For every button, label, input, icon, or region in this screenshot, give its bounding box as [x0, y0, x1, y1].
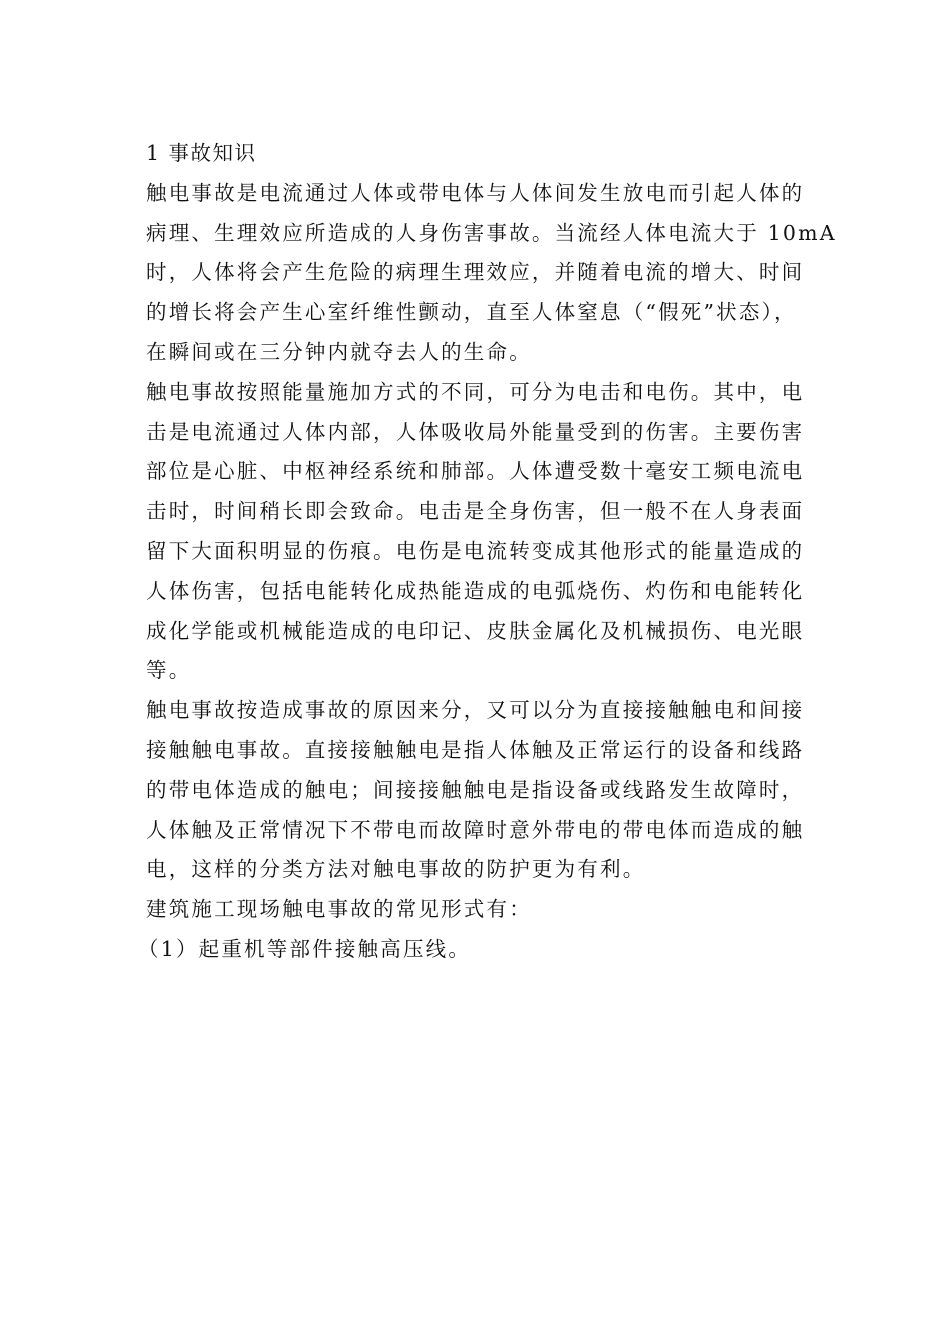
paragraph-1-line-5: 在瞬间或在三分钟内就夺去人的生命。 [146, 339, 532, 364]
paragraph-2-line-2: 击是电流通过人体内部，人体吸收局外能量受到的伤害。主要伤害 [146, 419, 805, 444]
paragraph-2-line-6: 人体伤害，包括电能转化成热能造成的电弧烧伤、灼伤和电能转化 [146, 578, 805, 603]
section-heading: 1 事故知识 [146, 141, 257, 165]
paragraph-2-line-8: 等。 [146, 658, 192, 683]
document-body [138, 134, 837, 970]
paragraph-2-line-4: 击时，时间稍长即会致命。电击是全身伤害，但一般不在人身表面 [146, 499, 805, 524]
paragraph-1-line-4: 的增长将会产生心室纤维性颤动，直至人体窒息（“假死”状态）， [146, 300, 797, 325]
paragraph-4-line-1: 建筑施工现场触电事故的常见形式有： [146, 897, 532, 922]
paragraph-3-line-4: 人体触及正常情况下不带电而故障时意外带电的带电体而造成的触 [146, 817, 805, 842]
paragraph-2-line-5: 留下大面积明显的伤痕。电伤是电流转变成其他形式的能量造成的 [146, 538, 805, 563]
paragraph-3-line-1: 触电事故按造成事故的原因来分，又可以分为直接接触触电和间接 [146, 698, 805, 723]
paragraph-1-line-2: 病理、生理效应所造成的人身伤害事故。当流经人体电流大于 10mA [146, 220, 837, 245]
paragraph-3-line-3: 的带电体造成的触电；间接接触触电是指设备或线路发生故障时， [146, 777, 805, 802]
paragraph-2-line-1: 触电事故按照能量施加方式的不同，可分为电击和电伤。其中，电 [146, 379, 805, 404]
paragraph-1-line-1: 触电事故是电流通过人体或带电体与人体间发生放电而引起人体的 [146, 180, 805, 205]
paragraph-3-line-5: 电，这样的分类方法对触电事故的防护更为有利。 [146, 857, 646, 882]
paragraph-2-line-7: 成化学能或机械能造成的电印记、皮肤金属化及机械损伤、电光眼 [146, 618, 805, 643]
list-item-1: （1）起重机等部件接触高压线。 [138, 936, 472, 961]
paragraph-1-line-3: 时，人体将会产生危险的病理生理效应，并随着电流的增大、时间 [146, 260, 805, 285]
paragraph-2-line-3: 部位是心脏、中枢神经系统和肺部。人体遭受数十毫安工频电流电 [146, 459, 805, 484]
paragraph-3-line-2: 接触触电事故。直接接触触电是指人体触及正常运行的设备和线路 [146, 737, 805, 762]
